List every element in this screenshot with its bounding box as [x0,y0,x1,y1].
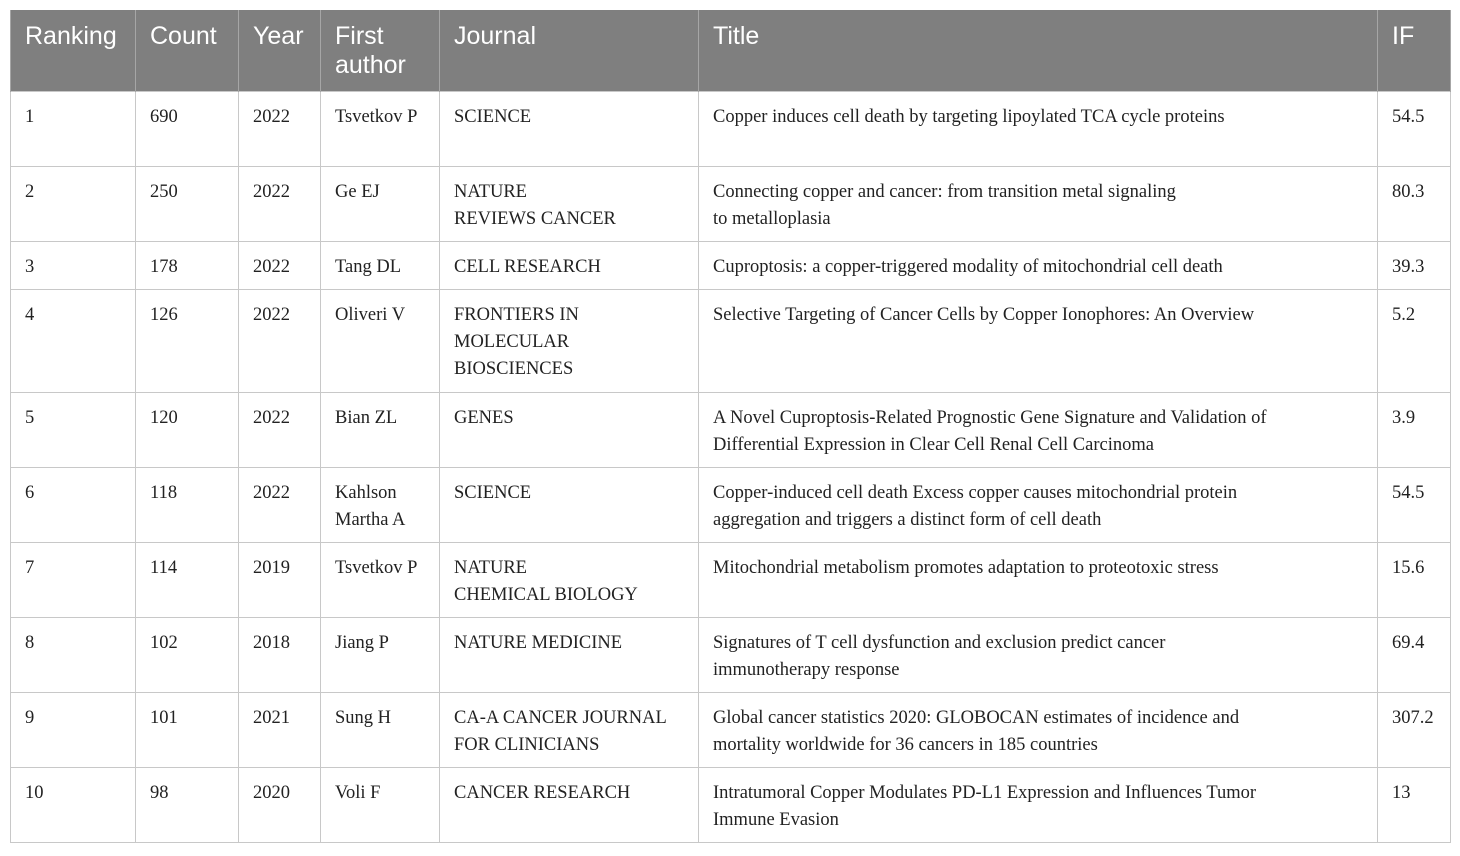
table-body [11,91,1451,842]
cell-ranking: 7 [11,542,136,617]
cell-title: A Novel Cuproptosis-Related Prognostic Gene Signature and Validation of Differential Expression in Clear Cell Renal Cell Carcinoma [699,392,1378,467]
column-header-count: Count [136,10,239,91]
cell-journal: FRONTIERS IN MOLECULAR BIOSCIENCES [440,289,699,392]
cell-if: 13 [1378,767,1451,842]
cell-if: 54.5 [1378,467,1451,542]
header-row [11,10,1451,91]
cell-ranking: 4 [11,289,136,392]
citations-table-container [10,10,1450,843]
cell-count: 250 [136,166,239,241]
cell-title: Intratumoral Copper Modulates PD-L1 Expression and Influences Tumor Immune Evasion [699,767,1378,842]
cell-count: 114 [136,542,239,617]
column-header-ranking: Ranking [11,10,136,91]
cell-year: 2022 [239,166,321,241]
cell-journal: CELL RESEARCH [440,241,699,289]
cell-ranking: 3 [11,241,136,289]
cell-author: Tang DL [321,241,440,289]
table-row [11,767,1451,842]
cell-journal: NATURE MEDICINE [440,617,699,692]
table-row [11,617,1451,692]
table-row [11,91,1451,166]
cell-count: 101 [136,692,239,767]
cell-if: 3.9 [1378,392,1451,467]
column-header-year: Year [239,10,321,91]
cell-title: Signatures of T cell dysfunction and exclusion predict cancer immunotherapy response [699,617,1378,692]
cell-if: 80.3 [1378,166,1451,241]
cell-title: Connecting copper and cancer: from transition metal signaling to metalloplasia [699,166,1378,241]
cell-title: Mitochondrial metabolism promotes adaptation to proteotoxic stress [699,542,1378,617]
cell-title: Cuproptosis: a copper-triggered modality of mitochondrial cell death [699,241,1378,289]
cell-ranking: 5 [11,392,136,467]
cell-journal: SCIENCE [440,91,699,166]
cell-author: Sung H [321,692,440,767]
cell-year: 2021 [239,692,321,767]
cell-journal: CA-A CANCER JOURNAL FOR CLINICIANS [440,692,699,767]
cell-journal: NATURE CHEMICAL BIOLOGY [440,542,699,617]
cell-author: Jiang P [321,617,440,692]
cell-title: Global cancer statistics 2020: GLOBOCAN estimates of incidence and mortality worldwide for 36 cancers in 185 countries [699,692,1378,767]
cell-ranking: 2 [11,166,136,241]
cell-year: 2022 [239,392,321,467]
table-row [11,289,1451,392]
table-row [11,392,1451,467]
cell-year: 2019 [239,542,321,617]
cell-if: 5.2 [1378,289,1451,392]
cell-ranking: 8 [11,617,136,692]
cell-ranking: 10 [11,767,136,842]
cell-year: 2022 [239,467,321,542]
column-header-journal: Journal [440,10,699,91]
table-row [11,241,1451,289]
column-header-first-author: First author [321,10,440,91]
table-row [11,692,1451,767]
cell-count: 178 [136,241,239,289]
cell-author: Tsvetkov P [321,542,440,617]
cell-ranking: 9 [11,692,136,767]
cell-year: 2022 [239,241,321,289]
cell-journal: SCIENCE [440,467,699,542]
cell-count: 126 [136,289,239,392]
table-row [11,542,1451,617]
table-row [11,166,1451,241]
cell-if: 54.5 [1378,91,1451,166]
cell-if: 39.3 [1378,241,1451,289]
cell-if: 15.6 [1378,542,1451,617]
cell-year: 2018 [239,617,321,692]
cell-author: Oliveri V [321,289,440,392]
top-cited-papers-table [10,10,1451,843]
cell-count: 102 [136,617,239,692]
cell-journal: CANCER RESEARCH [440,767,699,842]
cell-author: Voli F [321,767,440,842]
table-row [11,467,1451,542]
cell-year: 2020 [239,767,321,842]
cell-author: Kahlson Martha A [321,467,440,542]
cell-year: 2022 [239,91,321,166]
cell-title: Selective Targeting of Cancer Cells by Copper Ionophores: An Overview [699,289,1378,392]
cell-journal: GENES [440,392,699,467]
cell-count: 690 [136,91,239,166]
cell-if: 307.2 [1378,692,1451,767]
cell-title: Copper-induced cell death Excess copper causes mitochondrial protein aggregation and triggers a distinct form of cell death [699,467,1378,542]
cell-count: 98 [136,767,239,842]
cell-ranking: 6 [11,467,136,542]
cell-journal: NATURE REVIEWS CANCER [440,166,699,241]
column-header-if: IF [1378,10,1451,91]
cell-year: 2022 [239,289,321,392]
cell-title: Copper induces cell death by targeting lipoylated TCA cycle proteins [699,91,1378,166]
cell-author: Bian ZL [321,392,440,467]
cell-author: Tsvetkov P [321,91,440,166]
cell-author: Ge EJ [321,166,440,241]
cell-if: 69.4 [1378,617,1451,692]
cell-ranking: 1 [11,91,136,166]
cell-count: 118 [136,467,239,542]
cell-count: 120 [136,392,239,467]
column-header-title: Title [699,10,1378,91]
table-header [11,10,1451,91]
